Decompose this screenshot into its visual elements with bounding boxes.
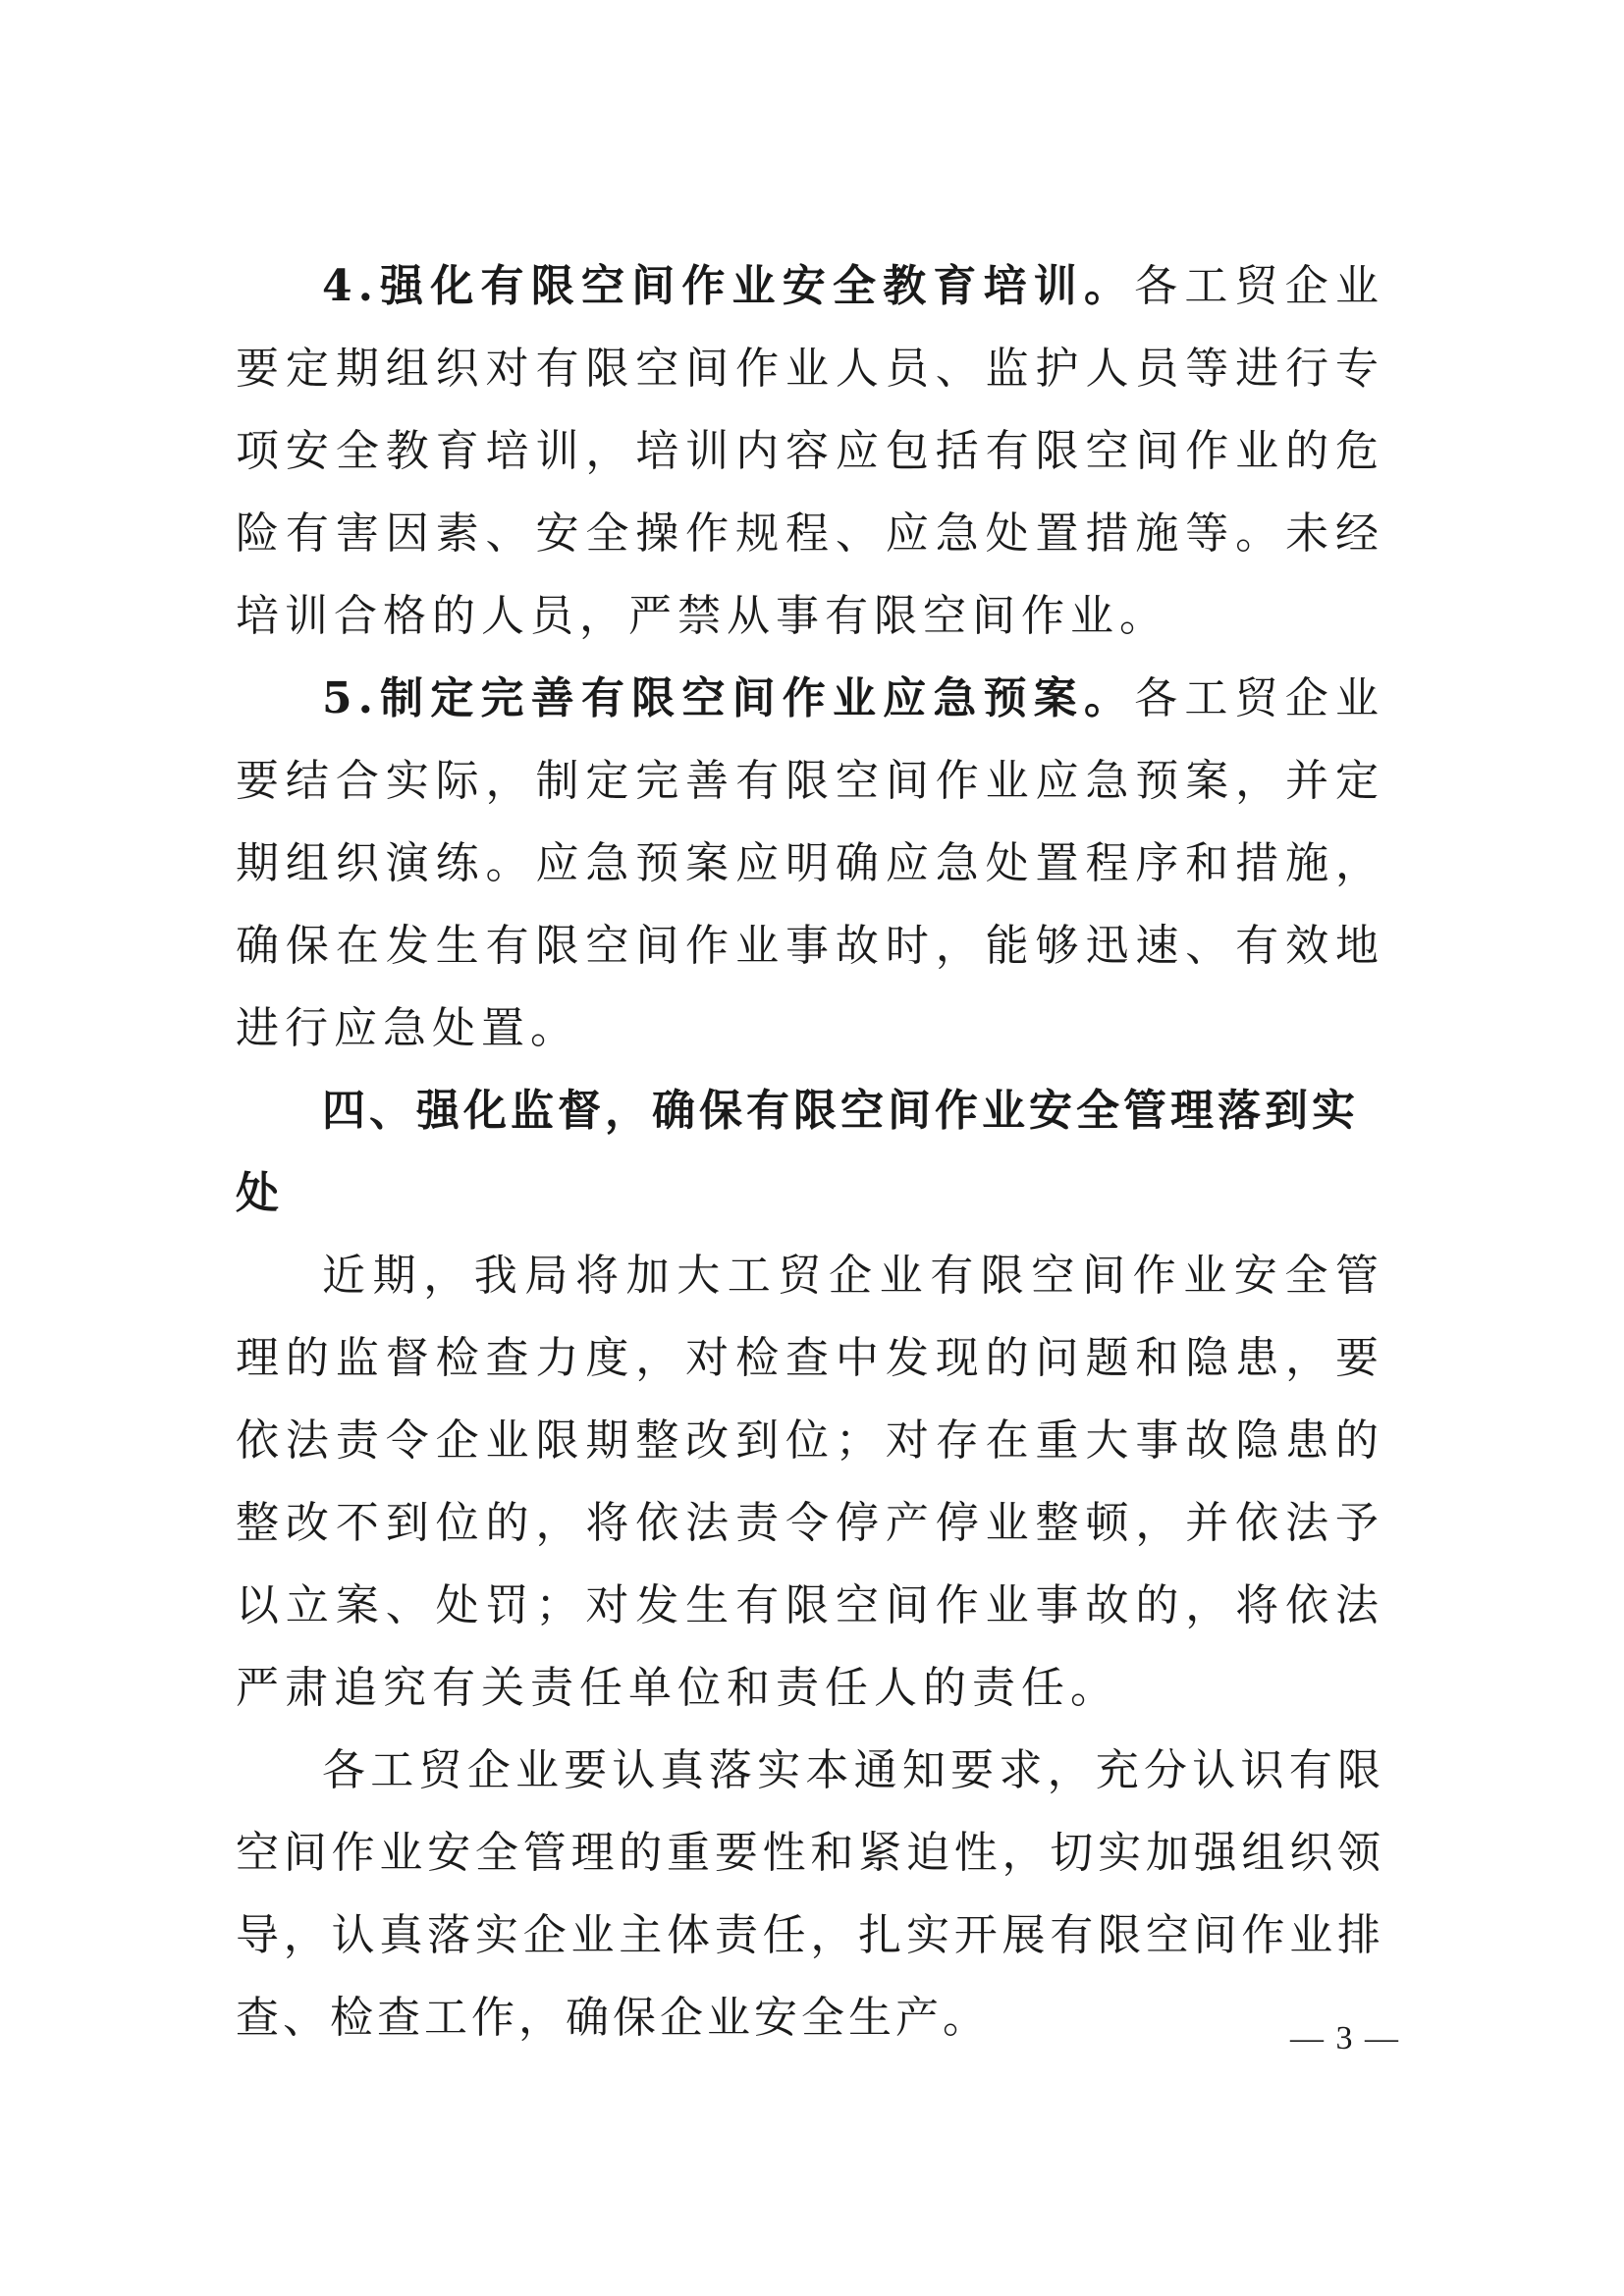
paragraph-training-text: 各工贸企业要定期组织对有限空间作业人员、监护人员等进行专项安全教育培训，培训内容应包括有限空间作业的危险有害因素、安全操作规程、应急处置措施等。未经培训合格的人员，严禁从事有限空间作业。 (236, 261, 1384, 641)
section-heading: 四、强化监督，确保有限空间作业安全管理落到实处 (236, 1086, 1359, 1218)
document-body (236, 245, 1384, 2059)
paragraph-emergency-plan-lead: 5.制定完善有限空间作业应急预案。 (322, 673, 1135, 723)
paragraph-supervision: 近期，我局将加大工贸企业有限空间作业安全管理的监督检查力度，对检查中发现的问题和隐患，要依法责令企业限期整改到位；对存在重大事故隐患的整改不到位的，将依法责令停产停业整顿，并依法予以立案、处罚；对发生有限空间作业事故的，将依法严肃追究有关责任单位和责任人的责任。 (236, 1251, 1384, 1713)
paragraph-closing: 各工贸企业要认真落实本通知要求，充分认识有限空间作业安全管理的重要性和紧迫性，切实加强组织领导，认真落实企业主体责任，扎实开展有限空间作业排查、检查工作，确保企业安全生产。 (236, 1745, 1384, 2043)
paragraph-training (236, 245, 1384, 658)
paragraph-training-lead: 4.强化有限空间作业安全教育培训。 (322, 261, 1135, 311)
paragraph-emergency-plan-text: 各工贸企业要结合实际，制定完善有限空间作业应急预案，并定期组织演练。应急预案应明确应急处置程序和措施，确保在发生有限空间作业事故时，能够迅速、有效地进行应急处置。 (236, 673, 1384, 1053)
page-number: — 3 — (1290, 2020, 1400, 2056)
paragraph-emergency-plan (236, 658, 1384, 1070)
